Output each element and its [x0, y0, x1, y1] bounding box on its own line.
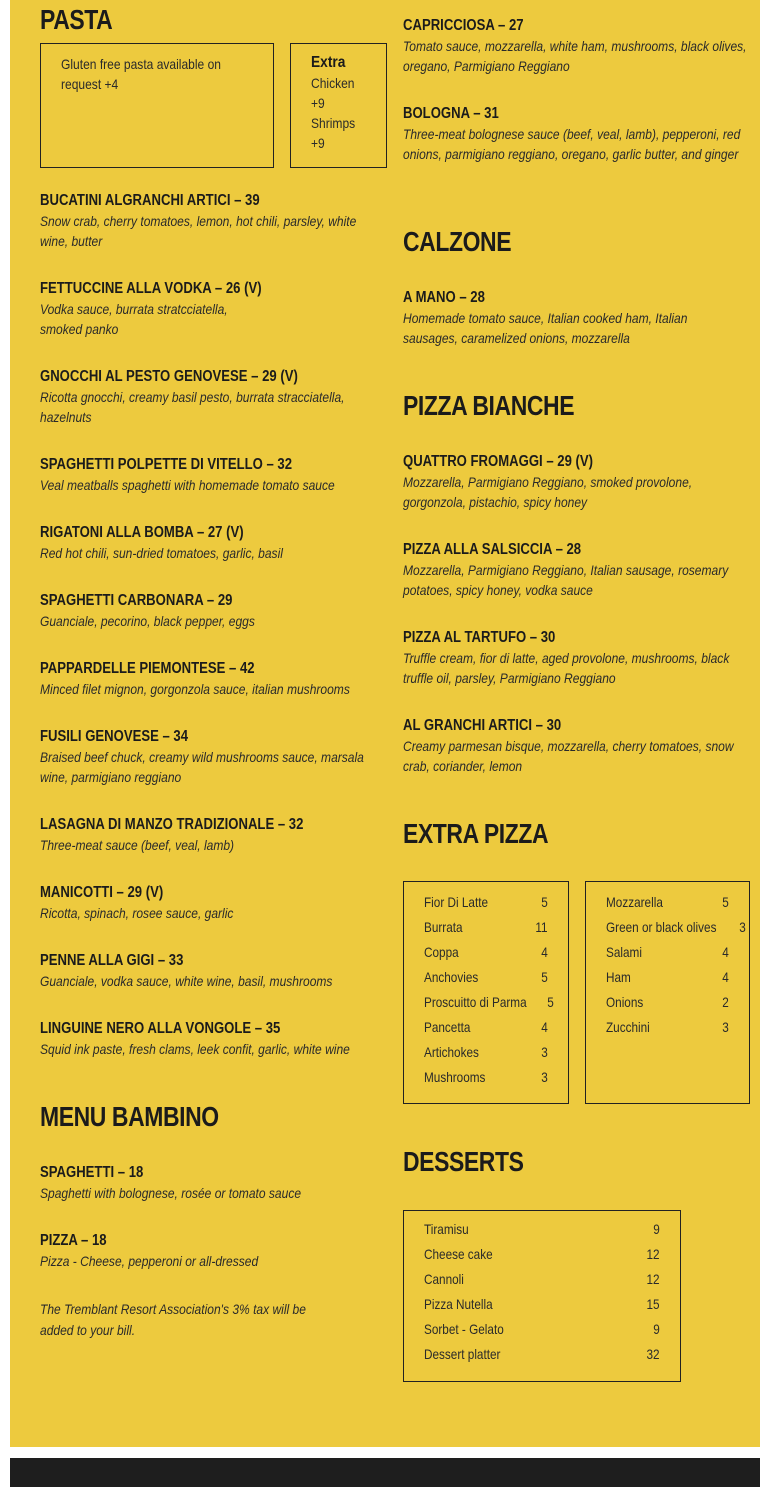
menu-item [403, 288, 703, 348]
topping-name: Onions [606, 994, 644, 1010]
topping-price: 4 [541, 1019, 548, 1035]
extra-pizza-title: EXTRA PIZZA [403, 818, 549, 849]
item-description: Spaghetti with bolognese, rosée or tomato sauce [40, 1185, 302, 1201]
item-description: Ricotta, spinach, rosee sauce, garlic [40, 905, 234, 921]
item-name: LASAGNA DI MANZO TRADIZIONALE – 32 [40, 816, 304, 833]
topping-price: 5 [722, 894, 729, 910]
item-description: Vodka sauce, burrata stratcciatella, smoked panko [40, 301, 228, 337]
topping-price: 2 [722, 994, 729, 1010]
item-name: QUATTRO FROMAGGI – 29 (V) [403, 453, 594, 470]
topping-price: 4 [541, 944, 548, 960]
menu-item [40, 1163, 380, 1203]
menu-item [40, 191, 380, 251]
item-description: Three-meat sauce (beef, veal, lamb) [40, 837, 235, 853]
item-name: A MANO – 28 [403, 289, 485, 306]
pasta-extra-title: Extra [311, 54, 346, 71]
menu-item [40, 815, 380, 855]
dessert-name: Pizza Nutella [424, 1296, 493, 1312]
menu-item [40, 883, 380, 923]
item-name: PIZZA – 18 [40, 1232, 107, 1249]
price-row [606, 1015, 729, 1040]
item-name: GNOCCHI AL PESTO GENOVESE – 29 (V) [40, 368, 298, 385]
price-row [424, 940, 548, 965]
topping-name: Zucchini [606, 1019, 650, 1035]
item-description: Red hot chili, sun-dried tomatoes, garlic, basil [40, 545, 283, 561]
topping-name: Salami [606, 944, 642, 960]
footer-bar [10, 1458, 760, 1487]
topping-price: 3 [738, 919, 746, 935]
calzone-title: CALZONE [403, 226, 512, 257]
menu-item [40, 659, 380, 699]
item-description: Creamy parmesan bisque, mozzarella, cherry tomatoes, snow crab, coriander, lemon [403, 738, 734, 774]
desserts-title: DESSERTS [403, 1146, 524, 1177]
item-name: SPAGHETTI – 18 [40, 1164, 144, 1181]
item-name: PIZZA AL TARTUFO – 30 [403, 629, 556, 646]
item-description: Squid ink paste, fresh clams, leek confit, garlic, white wine [40, 1041, 350, 1057]
pasta-extra-line: +9 [311, 95, 325, 111]
price-row [606, 990, 729, 1015]
item-description: Ricotta gnocchi, creamy basil pesto, burrata stracciatella, hazelnuts [40, 389, 345, 425]
dessert-price: 15 [646, 1296, 660, 1312]
menu-item [40, 727, 385, 787]
extra-pizza-box-right [585, 881, 750, 1104]
bambino-title: MENU BAMBINO [40, 1101, 219, 1132]
item-name: SPAGHETTI CARBONARA – 29 [40, 592, 233, 609]
topping-price: 4 [722, 969, 729, 985]
topping-price: 5 [547, 994, 554, 1010]
item-description: Homemade tomato sauce, Italian cooked ham, Italian sausages, caramelized onions, mozzarella [403, 310, 688, 346]
item-name: CAPRICCIOSA – 27 [403, 17, 524, 34]
item-description: Three-meat bolognese sauce (beef, veal, lamb), pepperoni, red onions, parmigiano reggiano, oregano, garlic butter, and ginger [403, 126, 741, 162]
item-description: Mozzarella, Parmigiano Reggiano, smoked provolone, gorgonzola, pistachio, spicy honey [403, 474, 693, 510]
item-description: Mozzarella, Parmigiano Reggiano, Italian sausage, rosemary potatoes, spicy honey, vodka sauce [403, 562, 729, 598]
item-description: Braised beef chuck, creamy wild mushrooms sauce, marsala wine, parmigiano reggiano [40, 749, 364, 785]
menu-item [40, 367, 380, 427]
menu-item [40, 591, 380, 631]
menu-item [40, 455, 380, 495]
menu-item [40, 1019, 385, 1059]
price-row [424, 990, 554, 1015]
menu-item [403, 104, 753, 164]
topping-name: Burrata [424, 919, 463, 935]
price-row [424, 1242, 660, 1267]
item-description: Tomato sauce, mozzarella, white ham, mushrooms, black olives, oregano, Parmigiano Reggiano [403, 38, 747, 74]
topping-price: 3 [541, 1044, 548, 1060]
price-row [424, 965, 548, 990]
dessert-price: 32 [646, 1346, 660, 1362]
dessert-price: 9 [653, 1221, 660, 1237]
item-description: Guanciale, pecorino, black pepper, eggs [40, 613, 255, 629]
topping-name: Fior Di Latte [424, 894, 489, 910]
price-row [424, 1317, 660, 1342]
item-name: BUCATINI ALGRANCHI ARTICI – 39 [40, 192, 260, 209]
pasta-title: PASTA [40, 4, 113, 35]
item-name: MANICOTTI – 29 (V) [40, 884, 164, 901]
topping-price: 3 [722, 1019, 729, 1035]
topping-price: 3 [541, 1069, 548, 1085]
price-row [424, 1040, 548, 1065]
item-description: Minced filet mignon, gorgonzola sauce, italian mushrooms [40, 681, 350, 697]
price-row [424, 1292, 660, 1317]
dessert-name: Cannoli [424, 1271, 464, 1287]
pasta-extra-box [290, 43, 387, 168]
pasta-extra-line: Chicken [311, 75, 355, 91]
pizza-bianche-title: PIZZA BIANCHE [403, 390, 575, 421]
price-row [606, 890, 729, 915]
price-row [424, 1217, 660, 1242]
item-name: AL GRANCHI ARTICI – 30 [403, 717, 562, 734]
price-row [424, 1267, 660, 1292]
dessert-name: Dessert platter [424, 1346, 501, 1362]
price-row [606, 965, 729, 990]
dessert-price: 9 [653, 1321, 660, 1337]
menu-item [403, 716, 748, 776]
item-name: FETTUCCINE ALLA VODKA – 26 (V) [40, 280, 262, 297]
price-row [424, 890, 548, 915]
gluten-free-note-box [40, 43, 274, 168]
item-name: BOLOGNA – 31 [403, 105, 499, 122]
price-row [606, 940, 729, 965]
topping-price: 5 [541, 969, 548, 985]
dessert-price: 12 [646, 1271, 660, 1287]
item-description: Guanciale, vodka sauce, white wine, basil, mushrooms [40, 973, 333, 989]
price-row [424, 915, 548, 940]
desserts-box [403, 1210, 681, 1382]
menu-item [40, 1231, 380, 1271]
gluten-free-note: Gluten free pasta available on request +4 [61, 56, 221, 92]
item-description: Veal meatballs spaghetti with homemade tomato sauce [40, 477, 335, 493]
topping-price: 11 [535, 919, 548, 935]
dessert-name: Sorbet - Gelato [424, 1321, 504, 1337]
item-name: PIZZA ALLA SALSICCIA – 28 [403, 541, 582, 558]
item-name: FUSILI GENOVESE – 34 [40, 728, 189, 745]
topping-name: Proscuitto di Parma [424, 994, 527, 1010]
item-description: Truffle cream, fior di latte, aged provolone, mushrooms, black truffle oil, parsley, Parmigiano Reggiano [403, 650, 730, 686]
dessert-name: Tiramisu [424, 1221, 469, 1237]
topping-name: Mozzarella [606, 894, 663, 910]
item-name: PAPPARDELLE PIEMONTESE – 42 [40, 660, 255, 677]
menu-item [403, 628, 748, 688]
menu-item [40, 951, 380, 991]
price-row [424, 1065, 548, 1090]
dessert-price: 12 [646, 1246, 660, 1262]
price-row [424, 1015, 548, 1040]
menu-item [403, 540, 748, 600]
item-description: Snow crab, cherry tomatoes, lemon, hot chili, parsley, white wine, butter [40, 213, 357, 249]
item-name: PENNE ALLA GIGI – 33 [40, 952, 184, 969]
menu-item [403, 452, 723, 512]
topping-name: Ham [606, 969, 631, 985]
menu-item [40, 279, 260, 339]
price-row [424, 1342, 660, 1367]
menu-item [403, 16, 748, 76]
dessert-name: Cheese cake [424, 1246, 493, 1262]
pasta-extra-line: Shrimps [311, 115, 356, 131]
item-name: RIGATONI ALLA BOMBA – 27 (V) [40, 524, 244, 541]
topping-name: Coppa [424, 944, 459, 960]
topping-name: Pancetta [424, 1019, 471, 1035]
tax-note: The Tremblant Resort Association's 3% tax will be added to your bill. [40, 1301, 306, 1338]
topping-name: Green or black olives [606, 919, 717, 935]
item-description: Pizza - Cheese, pepperoni or all-dressed [40, 1253, 259, 1269]
topping-name: Mushrooms [424, 1069, 486, 1085]
topping-price: 4 [722, 944, 729, 960]
price-row [606, 915, 746, 940]
topping-name: Artichokes [424, 1044, 479, 1060]
topping-name: Anchovies [424, 969, 479, 985]
pasta-extra-line: +9 [311, 135, 325, 151]
menu-page [10, 0, 760, 1447]
item-name: LINGUINE NERO ALLA VONGOLE – 35 [40, 1020, 281, 1037]
extra-pizza-box-left [403, 881, 569, 1104]
item-name: SPAGHETTI POLPETTE DI VITELLO – 32 [40, 456, 292, 473]
topping-price: 5 [541, 894, 548, 910]
menu-item [40, 523, 380, 563]
